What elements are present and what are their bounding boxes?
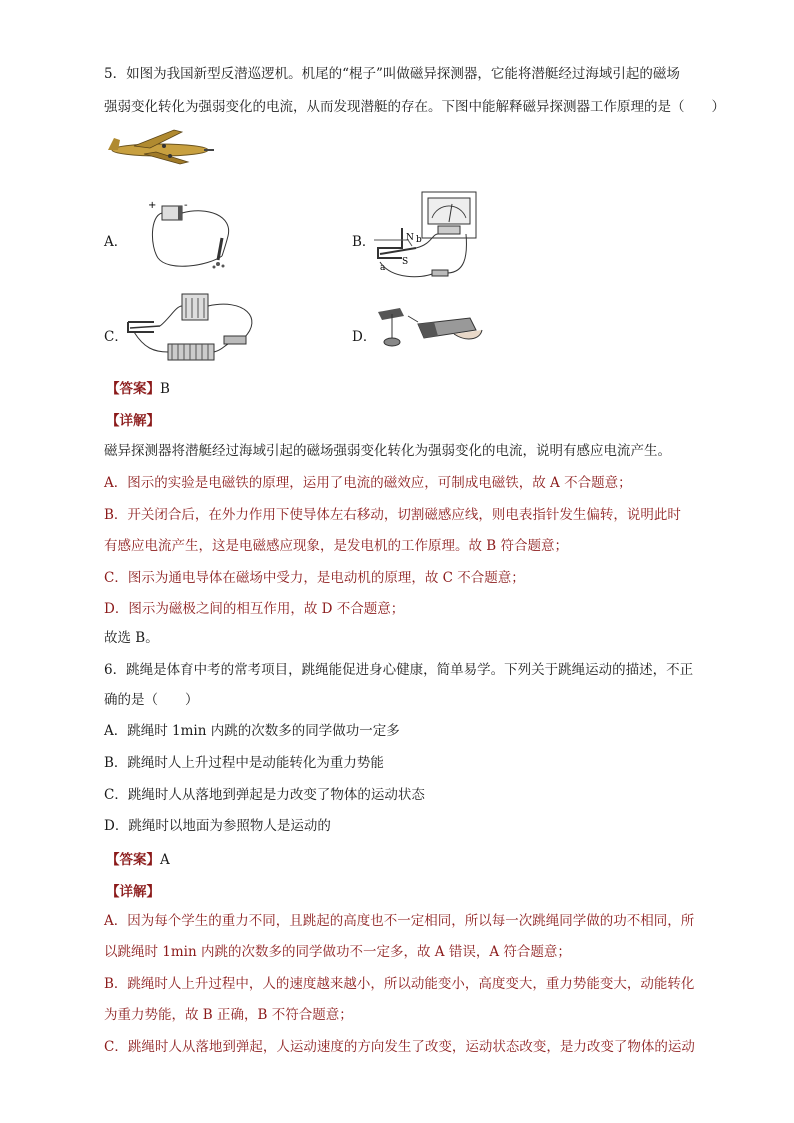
- q6-detail-line: 以跳绳时 1min 内跳的次数多的同学做功不一定多，故 A 错误，A 符合题意；: [104, 944, 571, 960]
- q6-detail-line: A．因为每个学生的重力不同，且跳起的高度也不一定相同，所以每一次跳绳同学做的功不相同，所: [104, 913, 695, 929]
- fig-b-s-label: S: [402, 257, 409, 267]
- q5-answer-row: [106, 377, 170, 397]
- q5-option-c-label: C．: [104, 329, 128, 345]
- q6-stem-line2: 确的是（ ）: [104, 692, 199, 708]
- q6-stem-line1: 6．跳绳是体育中考的常考项目，跳绳能促进身心健康，简单易学。下列关于跳绳运动的描述，不正: [104, 662, 694, 678]
- induction-galvanometer-figure: [372, 188, 478, 284]
- q6-detail-line: B．跳绳时人上升过程中，人的速度越来越小，所以动能变小，高度变大，重力势能变大，动能转化: [104, 976, 695, 992]
- q6-answer-row: [106, 848, 170, 868]
- q5-stem-line1: 5．如图为我国新型反潜巡逻机。机尾的“棍子”叫做磁异探测器，它能将潜艇经过海域引起的磁场: [104, 66, 680, 82]
- q5-detail-label: 【详解】: [106, 413, 160, 429]
- q6-option-a: A．跳绳时 1min 内跳的次数多的同学做功一定多: [104, 723, 400, 739]
- electromagnet-circuit-figure: [148, 196, 248, 274]
- fig-b-n-label: N: [406, 233, 414, 243]
- motor-circuit-figure: [124, 288, 266, 370]
- q5-detail-line: B．开关闭合后，在外力作用下使导体左右移动，切割磁感应线，则电表指针发生偏转，说明此时: [104, 507, 681, 523]
- q5-detail-line: C．图示为通电导体在磁场中受力，是电动机的原理，故 C 不合题意；: [104, 570, 525, 586]
- q6-detail-line: 为重力势能，故 B 正确，B 不符合题意；: [104, 1007, 353, 1023]
- q5-detail-line: D．图示为磁极之间的相互作用，故 D 不合题意；: [104, 601, 405, 617]
- q5-answer-label: 【答案】: [106, 381, 160, 397]
- q5-detail-line: 磁异探测器将潜艇经过海域引起的磁场强弱变化转化为强弱变化的电流，说明有感应电流产生。: [104, 443, 671, 459]
- svg-text:+: +: [148, 200, 157, 211]
- q6-option-d: D．跳绳时以地面为参照物人是运动的: [104, 818, 331, 834]
- q6-detail-label: 【详解】: [106, 884, 160, 900]
- q5-stem-line2: 强弱变化转化为强弱变化的电流，从而发现潜艇的存在。下图中能解释磁异探测器工作原理的是（ ）: [104, 99, 725, 115]
- q5-option-d-label: D．: [352, 329, 377, 345]
- patrol-aircraft-image: [104, 128, 216, 168]
- q6-detail-line: C．跳绳时人从落地到弹起，人运动速度的方向发生了改变，运动状态改变，是力改变了物体的运动: [104, 1039, 695, 1055]
- q5-detail-line: 故选 B。: [104, 630, 159, 646]
- q5-detail-line: A．图示的实验是电磁铁的原理，运用了电流的磁效应，可制成电磁铁，故 A 不合题意；: [104, 475, 632, 491]
- magnet-poles-figure: [374, 300, 484, 358]
- q5-answer-value: B: [160, 381, 170, 397]
- q5-option-b-label: B．: [352, 234, 376, 250]
- q6-answer-label: 【答案】: [106, 852, 160, 868]
- q5-option-a-label: A．: [104, 234, 128, 250]
- q6-option-c: C．跳绳时人从落地到弹起是力改变了物体的运动状态: [104, 787, 425, 803]
- q6-option-b: B．跳绳时人上升过程中是动能转化为重力势能: [104, 755, 384, 771]
- q6-answer-value: A: [160, 852, 170, 868]
- fig-b-a-label: a: [380, 263, 386, 273]
- q5-detail-line: 有感应电流产生，这是电磁感应现象，是发电机的工作原理。故 B 符合题意；: [104, 538, 569, 554]
- fig-b-b-label: b: [416, 235, 422, 245]
- svg-text:-: -: [184, 200, 188, 211]
